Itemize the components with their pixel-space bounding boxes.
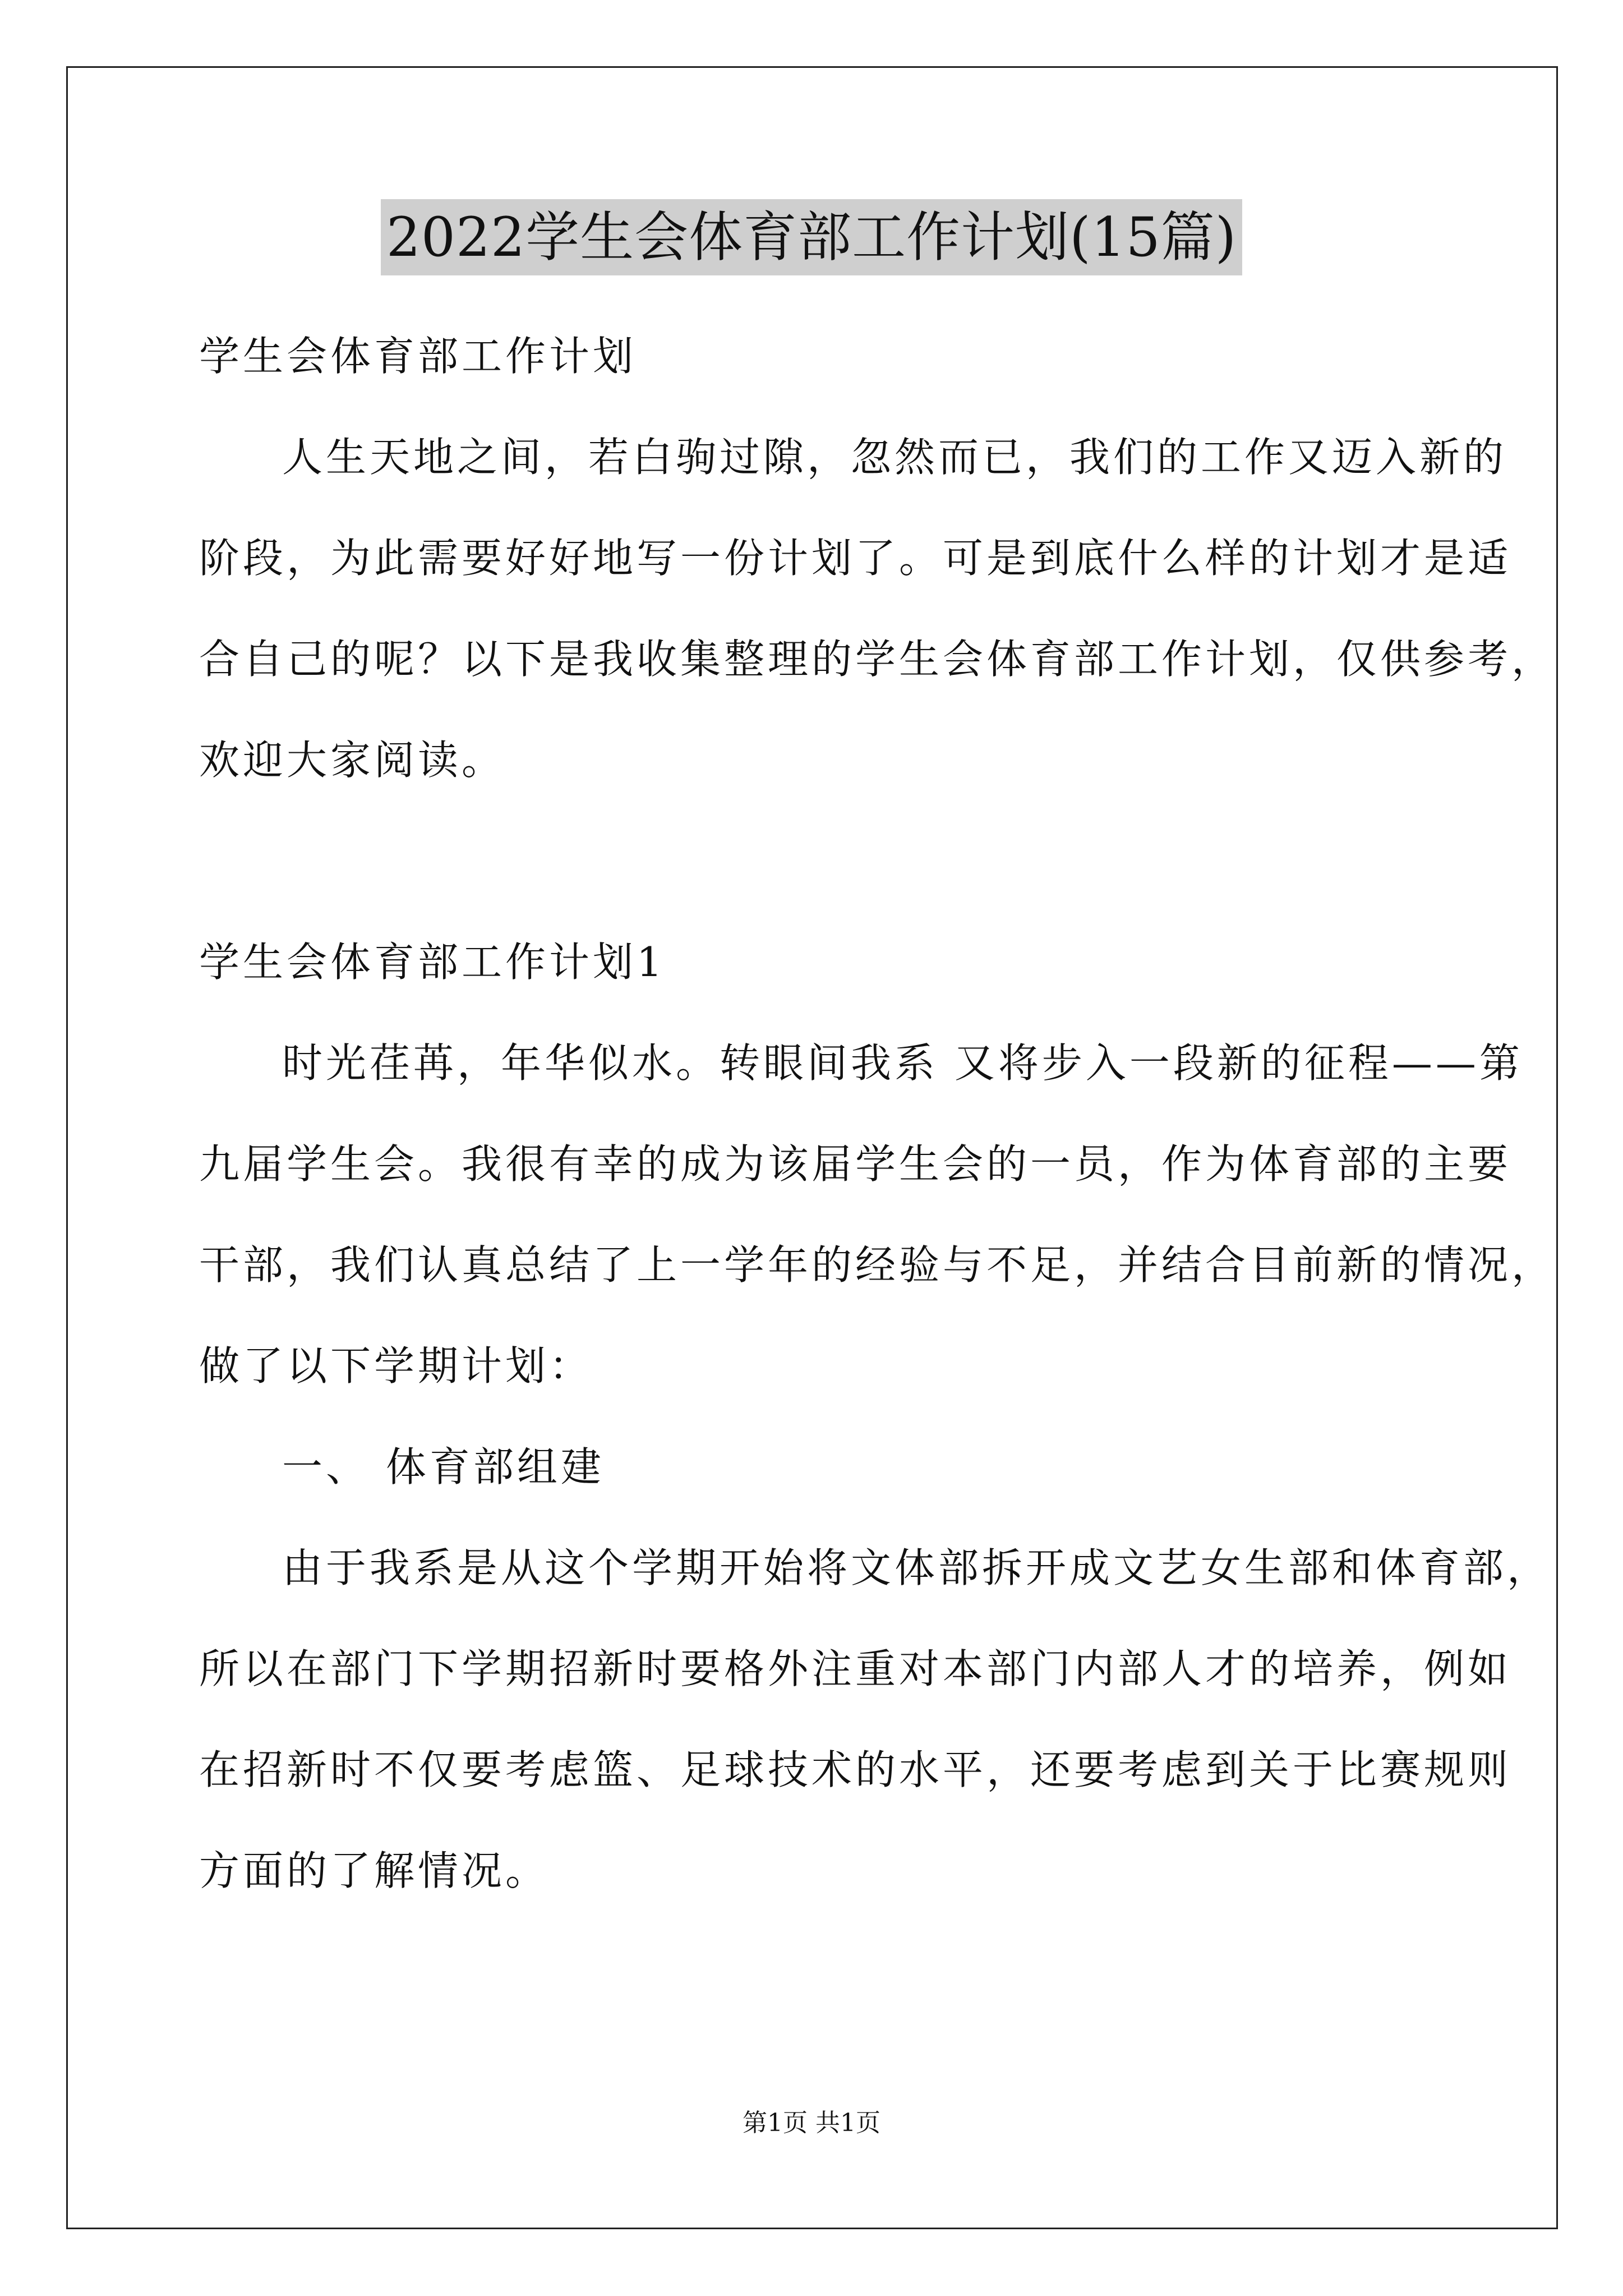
paragraph-line: 做了以下学期计划： [199, 1342, 593, 1389]
paragraph-line: 九届学生会。我很有幸的成为该届学生会的一员，作为体育部的主要 [199, 1140, 1512, 1188]
blank-line [199, 811, 1469, 912]
document-title: 2022学生会体育部工作计划(15篇) [381, 199, 1242, 275]
paragraph-line: 欢迎大家阅读。 [199, 737, 506, 784]
section-heading: 学生会体育部工作计划 [199, 333, 637, 380]
paragraph-line: 时光荏苒，年华似水。转眼间我系 又将步入一段新的征程——第 [282, 1039, 1523, 1087]
title-container [0, 199, 1623, 275]
paragraph-line: 合自己的呢？以下是我收集整理的学生会体育部工作计划，仅供参考， [199, 636, 1556, 683]
paragraph-line: 干部，我们认真总结了上一学年的经验与不足，并结合目前新的情况， [199, 1241, 1556, 1289]
paragraph-line: 在招新时不仅要考虑篮、足球技术的水平，还要考虑到关于比赛规则 [199, 1746, 1512, 1793]
document-body [199, 306, 1556, 1921]
paragraph-line: 方面的了解情况。 [199, 1847, 550, 1894]
paragraph-line: 人生天地之间，若白驹过隙，忽然而已，我们的工作又迈入新的 [282, 434, 1507, 481]
paragraph-line: 所以在部门下学期招新时要格外注重对本部门内部人才的培养，例如 [199, 1645, 1512, 1692]
paragraph-line: 阶段，为此需要好好地写一份计划了。可是到底什么样的计划才是适 [199, 535, 1512, 582]
subsection-heading: 一、 体育部组建 [282, 1443, 605, 1490]
page-number-footer: 第1页 共1页 [743, 2109, 880, 2137]
section-heading: 学生会体育部工作计划1 [199, 938, 666, 986]
paragraph-line: 由于我系是从这个学期开始将文体部拆开成文艺女生部和体育部， [282, 1544, 1551, 1591]
